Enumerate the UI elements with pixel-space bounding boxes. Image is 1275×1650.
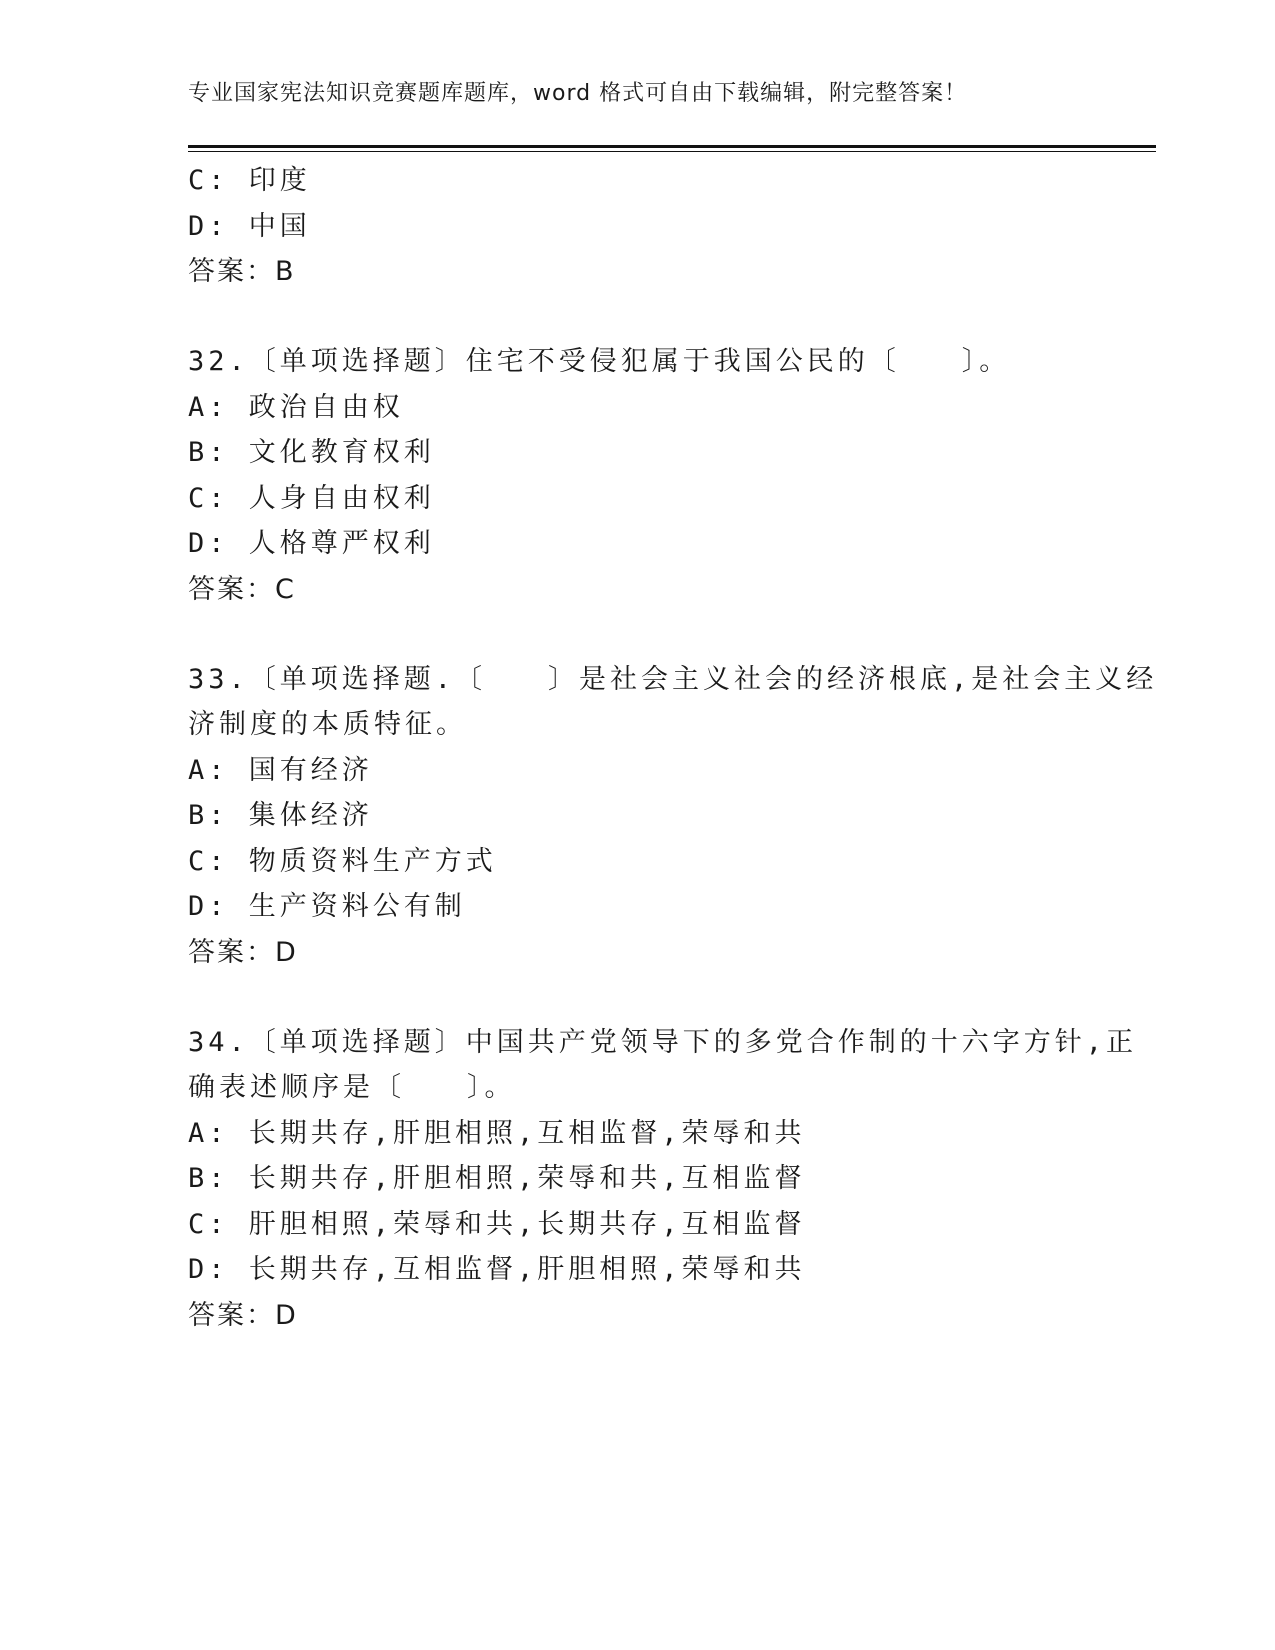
option-line: [188, 430, 1088, 476]
option-line: [188, 884, 1088, 930]
option-line: [188, 839, 1088, 885]
option-label: A:: [188, 1117, 229, 1149]
header-rule-thick: [188, 145, 1156, 148]
option-text: 印度: [248, 165, 311, 196]
answer-line: 答案：C: [188, 573, 296, 605]
option-text: 政治自由权: [248, 391, 404, 423]
option-line: [188, 1202, 1088, 1248]
option-line: [188, 204, 1088, 250]
option-text: 生产资料公有制: [248, 891, 466, 922]
option-line: [188, 158, 1088, 204]
option-label: B:: [188, 1163, 229, 1194]
question-stem-continued: 济制度的本质特征。: [188, 709, 467, 740]
option-line: [188, 1247, 1088, 1293]
option-line: [188, 476, 1088, 522]
answer-line: 答案：D: [188, 1299, 298, 1331]
option-line: [188, 748, 1088, 794]
spacer: [188, 295, 1088, 339]
question-stem: 34.〔单项选择题〕中国共产党领导下的多党合作制的十六字方针,正: [188, 1026, 1138, 1058]
page-header: 专业国家宪法知识竞赛题库题库，word 格式可自由下载编辑，附完整答案！: [188, 81, 968, 106]
option-label: D:: [188, 1254, 229, 1285]
option-label: C:: [188, 482, 229, 514]
option-line: [188, 521, 1088, 567]
answer-line: 答案：B: [188, 256, 296, 287]
option-line: [188, 793, 1088, 839]
option-label: C:: [188, 845, 229, 877]
option-text: 人身自由权利: [248, 482, 435, 514]
option-text: 长期共存,肝胆相照,互相监督,荣辱和共: [248, 1117, 806, 1149]
option-line: [188, 385, 1088, 431]
option-text: 文化教育权利: [248, 437, 435, 468]
option-label: A:: [188, 754, 229, 786]
option-text: 集体经济: [248, 800, 373, 831]
option-text: 物质资料生产方式: [248, 845, 497, 877]
option-text: 长期共存,互相监督,肝胆相照,荣辱和共: [248, 1254, 806, 1285]
question-content: [188, 158, 1158, 1339]
option-text: 国有经济: [248, 754, 373, 786]
option-label: D:: [188, 210, 229, 242]
option-line: [188, 1111, 1088, 1157]
option-text: 人格尊严权利: [248, 528, 435, 559]
option-label: B:: [188, 437, 229, 468]
question-stem-continued: 确表述顺序是〔 〕。: [188, 1072, 516, 1103]
question-stem: 33.〔单项选择题.〔 〕是社会主义社会的经济根底,是社会主义经: [188, 663, 1158, 695]
answer-line: 答案：D: [188, 936, 298, 968]
option-text: 肝胆相照,荣辱和共,长期共存,互相监督: [248, 1208, 806, 1240]
question-stem: 32.〔单项选择题〕住宅不受侵犯属于我国公民的〔 〕。: [188, 346, 1011, 377]
option-label: B:: [188, 800, 229, 831]
option-text: 长期共存,肝胆相照,荣辱和共,互相监督: [248, 1163, 806, 1194]
header-rule-thin: [188, 151, 1156, 152]
option-label: A:: [188, 391, 229, 423]
option-label: C:: [188, 165, 229, 196]
option-text: 中国: [248, 210, 311, 242]
option-label: D:: [188, 891, 229, 922]
option-line: [188, 1156, 1088, 1202]
spacer: [188, 613, 1088, 657]
option-label: C:: [188, 1208, 229, 1240]
spacer: [188, 976, 1088, 1020]
option-label: D:: [188, 528, 229, 559]
